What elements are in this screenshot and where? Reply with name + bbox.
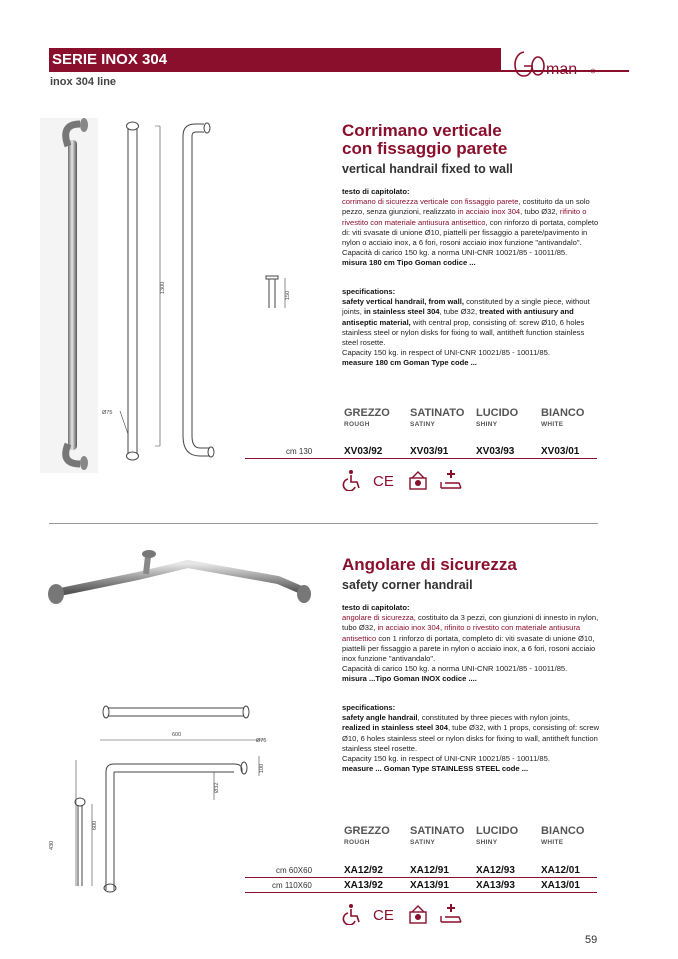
it-measure: misura 180 cm Tipo Goman codice ... bbox=[342, 258, 476, 268]
svg-text:man: man bbox=[546, 61, 578, 78]
it-seg: angolare di sicurezza bbox=[342, 613, 414, 623]
it-seg: , costituito da un solo pezzo, senza giunzioni, realizzato bbox=[342, 197, 590, 217]
finish-lucido: LUCIDO SHINY bbox=[476, 825, 519, 846]
product2-italian-text bbox=[342, 603, 600, 685]
code-rule bbox=[245, 892, 597, 893]
product-code: XA13/91 bbox=[410, 880, 449, 891]
product-code: XA13/92 bbox=[344, 880, 383, 891]
product-code: XA13/93 bbox=[476, 880, 515, 891]
hospital-bed-icon bbox=[439, 469, 463, 491]
en-seg: treated with antiusury and antiseptic material, bbox=[342, 307, 574, 327]
wheelchair-icon bbox=[342, 469, 362, 491]
finish-satinato: SATINATO SATINY bbox=[410, 407, 465, 428]
finish-bianco: BIANCO WHITE bbox=[541, 407, 585, 428]
series-subtitle: inox 304 line bbox=[50, 76, 117, 88]
dim-width: 600 bbox=[172, 732, 182, 738]
corner-handrail-photo bbox=[38, 546, 318, 616]
en-seg: safety angle handrail bbox=[342, 713, 418, 723]
row-size: cm 130 bbox=[286, 447, 313, 456]
it-seg: , bbox=[439, 623, 445, 633]
it-seg: corrimano di sicurezza verticale con fissaggio parete bbox=[342, 197, 519, 207]
product2-subtitle: safety corner handrail bbox=[342, 578, 473, 592]
hospital-bed-icon bbox=[439, 903, 463, 925]
ce-mark-icon bbox=[372, 903, 398, 925]
dim-diameter: Ø75 bbox=[102, 410, 113, 416]
product-code: XA12/93 bbox=[476, 865, 515, 876]
code-rule bbox=[245, 458, 597, 459]
en-seg: realized in stainless steel 304 bbox=[342, 723, 448, 733]
finish-grezzo: GREZZO ROUGH bbox=[344, 825, 390, 846]
dim-diameter2: Ø32 bbox=[214, 782, 220, 793]
it-seg: rifinito o rivestito con materiale antiusura antisettico bbox=[342, 623, 581, 643]
product1-title-line2: con fissaggio parete bbox=[342, 139, 508, 158]
product-code: XA13/01 bbox=[541, 880, 580, 891]
product1-subtitle: vertical handrail fixed to wall bbox=[342, 162, 513, 176]
product-code: XA12/01 bbox=[541, 865, 580, 876]
it-seg: rifinito o rivestito con materiale antiusura antisettico bbox=[342, 207, 587, 227]
it-measure: misura ...Tipo Goman INOX codice .... bbox=[342, 674, 477, 684]
svg-text:CE: CE bbox=[373, 907, 395, 924]
it-seg: , costituito da 3 pezzi, con giunzioni di innesto in nylon, tubo Ø32, bbox=[342, 613, 599, 633]
en-heading: specifications: bbox=[342, 703, 396, 712]
dim-foot: 150 bbox=[285, 290, 291, 300]
finish-lucido: LUCIDO SHINY bbox=[476, 407, 519, 428]
antibacterial-icon bbox=[407, 903, 429, 925]
en-heading: specifications: bbox=[342, 287, 396, 296]
product1-title-line1: Corrimano verticale bbox=[342, 121, 502, 140]
it-seg: , con rinforzo di portata, completo di: viti svasate di unione Ø10, piattelli per fissaggio a parete/pavimento in nylon o acciaio inox, a 6 fori, rosoni acciaio inox funzione "antivandalo". bbox=[342, 217, 599, 248]
product-code: XV03/01 bbox=[541, 446, 580, 457]
series-title: SERIE INOX 304 bbox=[49, 48, 501, 72]
code-rule bbox=[245, 877, 597, 878]
it-heading: testo di capitolato: bbox=[342, 603, 410, 612]
product-code: XV03/91 bbox=[410, 446, 449, 457]
product-code: XV03/93 bbox=[476, 446, 515, 457]
en-seg: safety vertical handrail, from wall, bbox=[342, 297, 464, 307]
product1-english-text bbox=[342, 287, 600, 369]
antibacterial-icon bbox=[407, 469, 429, 491]
en-capacity: Capacity 150 kg. in respect of UNI-CNR 10021/85 - 10011/85. bbox=[342, 348, 550, 358]
it-seg: in acciaio inox 304 bbox=[377, 623, 440, 633]
row-size: cm 60X60 bbox=[276, 866, 313, 875]
en-capacity: Capacity 150 kg. in respect of UNI-CNR 10021/85 - 10011/85. bbox=[342, 754, 550, 764]
dim-foot: 100 bbox=[259, 763, 265, 773]
product-code: XA12/92 bbox=[344, 865, 383, 876]
it-capacity: Capacità di carico 150 kg. a norma UNI-CNR 10021/85 - 10011/85. bbox=[342, 664, 568, 674]
certification-icons bbox=[342, 469, 463, 495]
page-number: 59 bbox=[585, 934, 598, 946]
en-measure: measure ... Goman Type STAINLESS STEEL code ... bbox=[342, 764, 529, 774]
dim-height: 1300 bbox=[160, 281, 166, 294]
product1-italian-text bbox=[342, 187, 600, 269]
product2-title: Angolare di sicurezza bbox=[342, 555, 517, 574]
dim-h1: 600 bbox=[92, 820, 98, 830]
en-measure: measure 180 cm Goman Type code ... bbox=[342, 358, 477, 368]
vertical-handrail-drawing bbox=[100, 116, 315, 466]
svg-text:CE: CE bbox=[373, 473, 395, 490]
it-capacity: Capacità di carico 150 kg. a norma UNI-CNR 10021/85 - 10011/85. bbox=[342, 248, 568, 258]
it-heading: testo di capitolato: bbox=[342, 187, 410, 196]
certification-icons bbox=[342, 903, 463, 929]
product-code: XA12/91 bbox=[410, 865, 449, 876]
en-seg: in stainless steel 304 bbox=[363, 307, 440, 317]
finish-grezzo: GREZZO ROUGH bbox=[344, 407, 390, 428]
it-seg: in acciaio inox 304 bbox=[457, 207, 521, 217]
product-code: XV03/92 bbox=[344, 446, 383, 457]
en-seg: constituted by a single piece, without joints, bbox=[342, 297, 590, 317]
vertical-handrail-photo bbox=[40, 118, 98, 473]
en-seg: , constituted by three pieces with nylon joints, bbox=[417, 713, 570, 723]
finish-satinato: SATINATO SATINY bbox=[410, 825, 465, 846]
ce-mark-icon bbox=[372, 469, 398, 491]
dim-h2: 430 bbox=[49, 840, 55, 850]
it-seg: con 1 rinforzo di portata, completo di: viti svasate di unione Ø10, piattelli per fissaggio a parete in nylon o acciaio inox, a 6 fori, rosoni acciaio inox funzione "antivandalo". bbox=[342, 633, 596, 664]
product2-english-text bbox=[342, 703, 600, 774]
en-seg: , tube Ø32, bbox=[439, 307, 480, 317]
it-seg: , tubo Ø32, bbox=[520, 207, 560, 217]
finish-bianco: BIANCO WHITE bbox=[541, 825, 585, 846]
goman-logo bbox=[510, 44, 610, 84]
en-seg: with central prop, consisting of: screw Ø10, 6 holes stainless steel or nylon disks for fixing to wall, antitheft function stainless steel rosette. bbox=[342, 317, 585, 348]
dim-diameter: Ø75 bbox=[256, 738, 267, 744]
en-seg: , tube Ø32, with 1 props, consisting of: screw Ø10, 6 holes stainless steel or nylon disks for fixing to wall, antitheft function stainless steel rosette. bbox=[342, 723, 600, 753]
wheelchair-icon bbox=[342, 903, 362, 925]
section-divider bbox=[49, 523, 598, 524]
row-size: cm 110X60 bbox=[272, 881, 312, 890]
